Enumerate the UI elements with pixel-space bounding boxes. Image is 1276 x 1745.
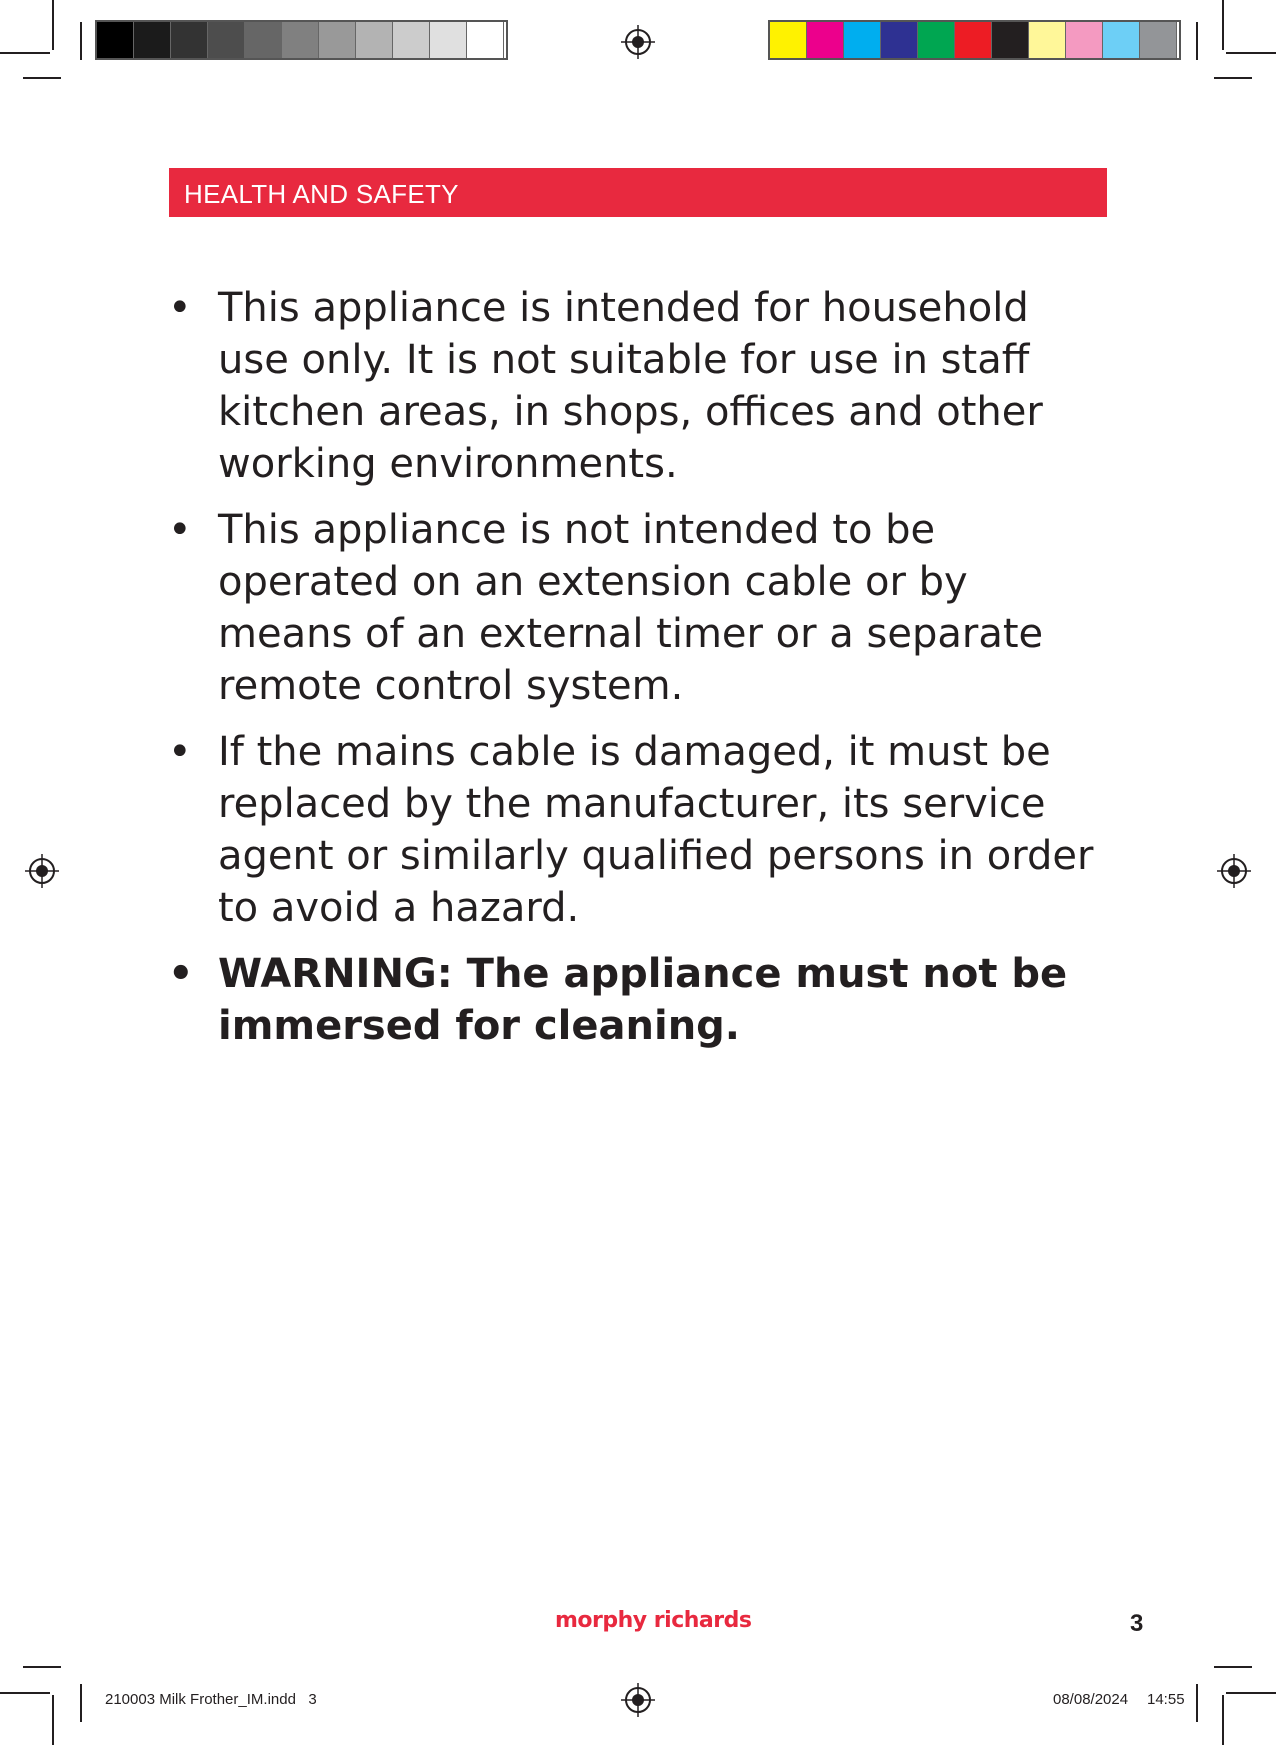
slug-filename: 210003 Milk Frother_IM.indd 3 — [105, 1691, 317, 1708]
crop-mark — [52, 1695, 54, 1745]
color-swatch — [807, 22, 844, 58]
warning-list-item — [168, 948, 1108, 1052]
list-item — [168, 726, 1108, 934]
color-swatch — [1066, 22, 1103, 58]
list-item — [168, 282, 1108, 490]
gray-swatch — [245, 22, 282, 58]
crop-mark — [80, 1684, 82, 1722]
crop-mark — [1226, 52, 1276, 54]
gray-swatch — [319, 22, 356, 58]
registration-mark-icon — [621, 1683, 655, 1717]
slug-time: 14:55 — [1147, 1691, 1185, 1708]
registration-mark-icon — [621, 25, 655, 59]
page-number: 3 — [1130, 1610, 1144, 1637]
color-swatch — [918, 22, 955, 58]
color-swatch — [955, 22, 992, 58]
registration-mark-icon — [25, 854, 59, 888]
color-swatch — [992, 22, 1029, 58]
list-item-text: If the mains cable is damaged, it must be replaced by the manufacturer, its service agent or similarly qualified persons in order to avoid a hazard. — [218, 729, 1094, 931]
crop-mark — [1222, 0, 1224, 50]
gray-swatch — [430, 22, 467, 58]
color-swatch — [770, 22, 807, 58]
color-swatch — [881, 22, 918, 58]
slug-date: 08/08/2024 — [1053, 1691, 1129, 1708]
bullet-icon: • — [168, 285, 192, 331]
bullet-icon: • — [168, 507, 192, 553]
crop-mark — [1214, 77, 1252, 79]
list-item-text: This appliance is not intended to be operated on an extension cable or by means of an external timer or a separate remote control system. — [218, 507, 1044, 709]
crop-mark — [23, 77, 61, 79]
gray-swatch — [282, 22, 319, 58]
color-swatch — [1029, 22, 1066, 58]
list-item — [168, 504, 1108, 712]
crop-mark — [0, 1692, 50, 1694]
gray-swatch — [356, 22, 393, 58]
crop-mark — [1196, 22, 1198, 60]
gray-swatch — [208, 22, 245, 58]
color-swatch — [1103, 22, 1140, 58]
color-swatch — [844, 22, 881, 58]
registration-mark-icon — [1217, 854, 1251, 888]
gray-swatch — [467, 22, 504, 58]
safety-bullet-list — [168, 282, 1108, 1066]
gray-swatch — [171, 22, 208, 58]
bullet-icon: • — [168, 729, 192, 775]
section-title: HEALTH AND SAFETY — [184, 179, 459, 209]
brand-logo: morphy richards — [555, 1608, 752, 1633]
gray-swatch — [134, 22, 171, 58]
warning-text: WARNING: The appliance must not be immersed for cleaning. — [218, 951, 1068, 1049]
process-color-bar — [768, 20, 1181, 60]
crop-mark — [1222, 1695, 1224, 1745]
grayscale-color-bar — [95, 20, 508, 60]
bullet-icon: • — [168, 951, 194, 997]
crop-mark — [80, 22, 82, 60]
crop-mark — [1226, 1692, 1276, 1694]
crop-mark — [1214, 1666, 1252, 1668]
crop-mark — [23, 1666, 61, 1668]
crop-mark — [0, 52, 50, 54]
list-item-text: This appliance is intended for household use only. It is not suitable for use in staff kitchen areas, in shops, offices and other working environments. — [218, 285, 1043, 487]
gray-swatch — [393, 22, 430, 58]
color-swatch — [1140, 22, 1177, 58]
section-banner — [169, 168, 1107, 217]
crop-mark — [1196, 1684, 1198, 1722]
gray-swatch — [97, 22, 134, 58]
crop-mark — [52, 0, 54, 50]
